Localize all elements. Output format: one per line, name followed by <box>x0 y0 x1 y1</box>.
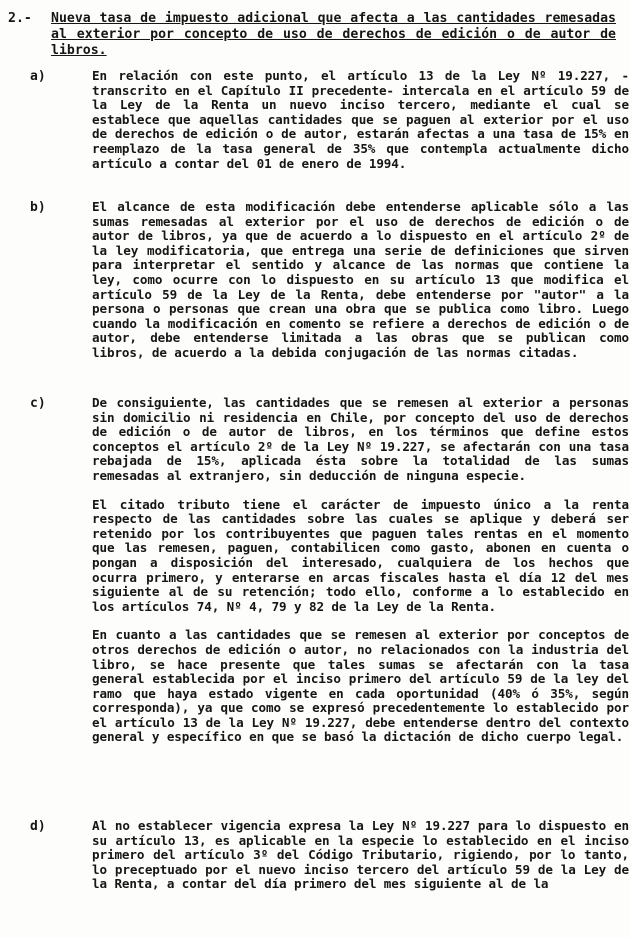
item-label: a) <box>30 69 46 84</box>
item-paragraph: De consiguiente, las cantidades que se remesen al exterior a personas sin domicilio ni residencia en Chile, por concepto del uso de derechos de edición o de autor de libros, en los términos que define estos conceptos el artículo 2º de la Ley Nº 19.227, se afectarán con una tasa rebajada de 15%, aplicada ésta sobre la totalidad de las sumas remesadas al extranjero, sin deducción de ninguna especie. <box>92 395 629 483</box>
item-paragraph: Al no establecer vigencia expresa la Ley Nº 19.227 para lo dispuesto en su artículo 13, es aplicable en la especie lo establecido en el inciso primero del artículo 3º del Código Tributario, rigiendo, por lo tanto, lo preceptuado por el nuevo inciso tercero del artículo 59 de la Ley de la Renta, a contar del día primero del mes siguiente al de la <box>92 818 629 892</box>
item-c <box>18 395 629 745</box>
item-paragraph: El citado tributo tiene el carácter de impuesto único a la renta respecto de las cantidades sobre las cuales se aplique y deberá ser retenido por los contribuyentes que paguen tales rentas en el momento que las remesen, paguen, contabilicen como gasto, abonen en cuenta o pongan a disposición del interesado, cualquiera de los hechos que ocurra primero, y enterarse en arcas fiscales hasta el día 12 del mes siguiente al de su retención; todo ello, conforme a lo establecido en los artículos 74, Nº 4, 79 y 82 de la Ley de la Renta. <box>92 496 629 614</box>
item-paragraph: El alcance de esta modificación debe entenderse aplicable sólo a las sumas remesadas al exterior por el uso de derechos de edición o de autor de libros, ya que de acuerdo a lo dispuesto en el artículo 2º de la ley modificatoria, que entrega una serie de definiciones que sirven para interpretar el sentido y alcance de las normas que contiene la ley, como ocurre con lo dispuesto en su artículo 13 que modifica el artículo 59 de la Ley de la Renta, debe entenderse por "autor" a la persona o personas que crean una obra que se publica como libro. Luego cuando la modificación en comento se refiere a derechos de edición o de autor, debe entenderse limitada a las obras que se publican como libros, de acuerdo a la debida conjugación de las normas citadas. <box>92 199 629 360</box>
section-title: Nueva tasa de impuesto adicional que afecta a las cantidades remesadas al exterior por concepto de uso de derechos de edición o de autor de libros. <box>51 11 616 58</box>
item-label: d) <box>30 819 46 834</box>
item-label: c) <box>30 396 46 411</box>
section-number: 2.- <box>8 11 32 26</box>
item-label: b) <box>30 200 46 215</box>
item-d <box>18 818 629 892</box>
item-paragraph: En cuanto a las cantidades que se remesen al exterior por conceptos de otros derechos de edición o autor, no relacionados con la industria del libro, se hace presente que tales sumas se afectarán con la tasa general establecida por el inciso primero del artículo 59 de la ley del ramo que haya estado vigente en cada oportunidad (40% ó 35%, según corresponda), ya que como se expresó precedentemente lo establecido por el artículo 13 de la Ley Nº 19.227, debe entenderse dentro del contexto general y específico en que se basó la dictación de dicho cuerpo legal. <box>92 627 629 745</box>
item-paragraph: En relación con este punto, el artículo 13 de la Ley Nº 19.227, -transcrito en el Capítulo II precedente- intercala en el artículo 59 de la Ley de la Renta un nuevo inciso tercero, mediante el cual se establece que aquellas cantidades que se paguen al exterior por el uso de derechos de edición o de autor, estarán afectas a una tasa de 15% en reemplazo de la tasa general de 35% que contempla actualmente dicho artículo a contar del 01 de enero de 1994. <box>92 68 629 171</box>
item-a <box>18 68 629 171</box>
item-b <box>18 199 629 361</box>
